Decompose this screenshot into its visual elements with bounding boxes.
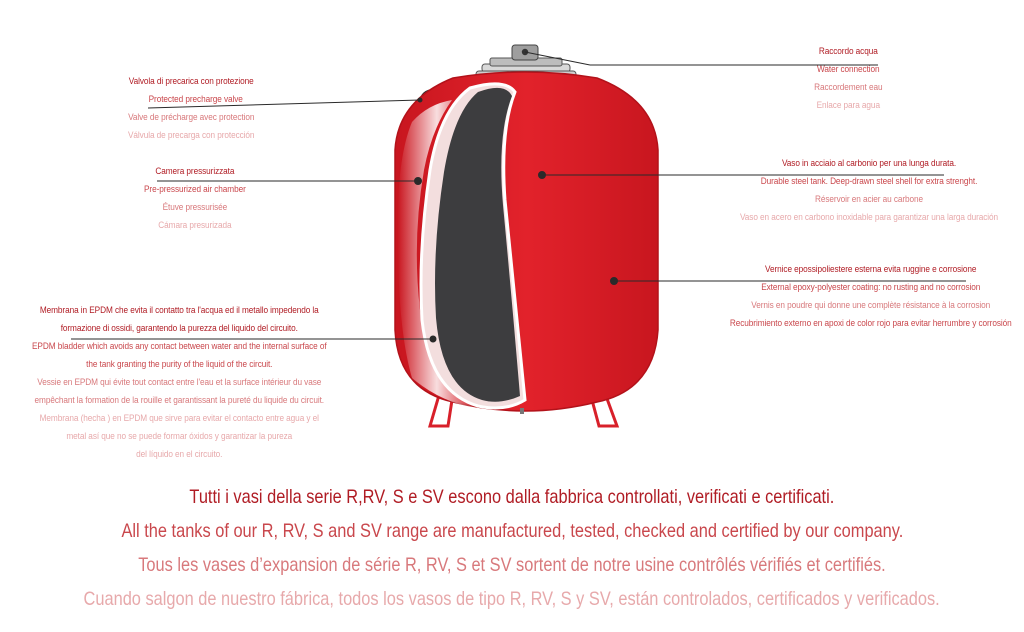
precharge-valve-fr: Valve de précharge avec protection xyxy=(128,112,255,123)
footer-it-text: Tutti i vasi della serie R,RV, S e SV escono dalla fabbrica controllati, verificati e certificati. xyxy=(189,486,835,508)
precharge-valve-es: Válvula de precarga con protección xyxy=(128,130,255,141)
precharge-valve-en: Protected precharge valve xyxy=(148,94,243,105)
pressurized-chamber-callout xyxy=(144,163,246,235)
epoxy-coating-en: External epoxy-polyester coating: no rusting and no corrosion xyxy=(761,282,981,293)
water-connection-it: Raccordo acqua xyxy=(818,46,878,57)
epoxy-coating-es: Recubrimiento externo en apoxi de color rojo para evitar herrumbre y corrosión xyxy=(730,318,1012,329)
epdm-membrane-fr-2: empêchant la formation de la rouille et garantissant la pureté du liquide du circuit. xyxy=(34,395,324,406)
epdm-membrane-callout xyxy=(32,302,327,464)
water-connection-callout xyxy=(814,43,882,115)
pressurized-chamber-en: Pre-pressurized air chamber xyxy=(144,184,246,195)
footer-es xyxy=(0,586,1024,612)
footer-es-text: Cuando salgon de nuestro fábrica, todos los vasos de tipo R, RV, S y SV, están controlados, certificados y verificados. xyxy=(83,588,941,610)
epdm-membrane-en-1: EPDM bladder which avoids any contact between water and the internal surface of xyxy=(32,341,327,352)
pressurized-chamber-fr: Étuve pressurisée xyxy=(162,202,228,213)
steel-tank-callout xyxy=(740,155,998,227)
drain-nipple xyxy=(520,408,524,414)
footer-en xyxy=(0,518,1024,544)
footer-fr-text: Tous les vases d’expansion de série R, RV, S et SV sortent de notre usine contrôlés vérifiés et certifiés. xyxy=(138,554,886,576)
pressurized-chamber-es: Cámara presurizada xyxy=(158,220,232,231)
epdm-membrane-es-2: metal así que no se puede formar óxidos y garantizar la pureza xyxy=(66,431,293,442)
epdm-membrane-en-2: the tank granting the purity of the liquid of the circuit. xyxy=(86,359,273,370)
steel-tank-es: Vaso en acero en carbono inoxidable para garantizar una larga duración xyxy=(739,212,998,223)
epoxy-coating-fr: Vernis en poudre qui donne une complète résistance à la corrosion xyxy=(751,300,991,311)
footer-en-text: All the tanks of our R, RV, S and SV range are manufactured, tested, checked and certified by our company. xyxy=(121,520,903,542)
epoxy-coating-it: Vernice epossipoliestere esterna evita ruggine e corrosione xyxy=(765,264,977,275)
footer-fr xyxy=(0,552,1024,578)
water-connection-fr: Raccordement eau xyxy=(813,82,882,93)
precharge-valve-callout xyxy=(128,73,254,145)
steel-tank-en: Durable steel tank. Deep-drawn steel shell for extra strenght. xyxy=(760,176,978,187)
epdm-membrane-fr-1: Vessie en EPDM qui évite tout contact entre l'eau et la surface intérieur du vase xyxy=(37,377,322,388)
steel-tank-fr: Réservoir en acier au carbone xyxy=(814,194,924,205)
epdm-membrane-es-3: del líquido en el circuito. xyxy=(136,449,223,460)
epdm-membrane-es-1: Membrana (hecha ) en EPDM que sirve para evitar el contacto entre agua y el xyxy=(39,413,319,424)
epoxy-coating-callout xyxy=(730,261,1012,333)
water-connection-en: Water connection xyxy=(816,64,880,75)
epdm-membrane-it-1: Membrana in EPDM che evita il contatto tra l'acqua ed il metallo impedendo la xyxy=(39,305,319,316)
steel-tank-it: Vaso in acciaio al carbonio per una lunga durata. xyxy=(781,158,957,169)
pressurized-chamber-it: Camera pressurizzata xyxy=(155,166,235,177)
epdm-membrane-it-2: formazione di ossidi, garantendo la purezza del liquido del circuito. xyxy=(60,323,298,334)
water-connection-es: Enlace para agua xyxy=(816,100,880,111)
precharge-valve-it: Valvola di precarica con protezione xyxy=(128,76,254,87)
footer-it xyxy=(0,484,1024,510)
